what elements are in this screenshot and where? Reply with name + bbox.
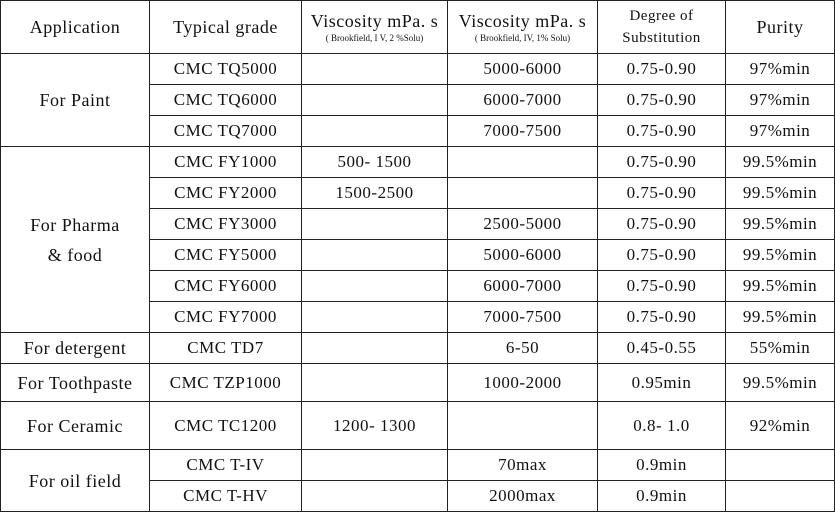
cell-grade: CMC TQ6000 xyxy=(150,85,302,116)
cell-grade: CMC TC1200 xyxy=(150,402,302,450)
group-paint: For Paint xyxy=(1,54,150,147)
header-viscosity-1pct: Viscosity mPa. s ( Brookfield, IV, 1% Solu) xyxy=(448,1,598,54)
cell-ds: 0.75-0.90 xyxy=(598,209,726,240)
cell-visc1 xyxy=(302,54,448,85)
cell-grade: CMC FY7000 xyxy=(150,302,302,333)
cell-visc2: 2500-5000 xyxy=(448,209,598,240)
cell-ds: 0.9min xyxy=(598,481,726,512)
cell-grade: CMC T-HV xyxy=(150,481,302,512)
group-detergent: For detergent xyxy=(1,333,150,364)
cell-purity: 99.5%min xyxy=(726,178,835,209)
cell-ds: 0.75-0.90 xyxy=(598,271,726,302)
cell-ds: 0.75-0.90 xyxy=(598,147,726,178)
cell-grade: CMC TD7 xyxy=(150,333,302,364)
cell-ds: 0.45-0.55 xyxy=(598,333,726,364)
table-row xyxy=(1,402,835,450)
cell-ds: 0.9min xyxy=(598,450,726,481)
cell-visc1: 1500-2500 xyxy=(302,178,448,209)
header-row xyxy=(1,1,835,54)
table-row xyxy=(1,364,835,402)
cell-visc1: 500- 1500 xyxy=(302,147,448,178)
cell-visc2: 2000max xyxy=(448,481,598,512)
cell-grade: CMC TQ7000 xyxy=(150,116,302,147)
cell-grade: CMC FY1000 xyxy=(150,147,302,178)
cell-purity: 99.5%min xyxy=(726,147,835,178)
cell-visc2: 7000-7500 xyxy=(448,116,598,147)
cell-visc1 xyxy=(302,240,448,271)
cell-visc2: 5000-6000 xyxy=(448,54,598,85)
cell-ds: 0.75-0.90 xyxy=(598,116,726,147)
group-ceramic: For Ceramic xyxy=(1,402,150,450)
header-grade: Typical grade xyxy=(150,1,302,54)
table-row xyxy=(1,333,835,364)
cell-visc2: 6000-7000 xyxy=(448,85,598,116)
cell-purity: 97%min xyxy=(726,85,835,116)
cell-visc1: 1200- 1300 xyxy=(302,402,448,450)
cell-visc1 xyxy=(302,85,448,116)
cell-grade: CMC TQ5000 xyxy=(150,54,302,85)
table-row xyxy=(1,147,835,178)
cell-visc1 xyxy=(302,271,448,302)
cell-grade: CMC FY2000 xyxy=(150,178,302,209)
cell-grade: CMC FY3000 xyxy=(150,209,302,240)
cell-visc1 xyxy=(302,481,448,512)
cell-purity: 99.5%min xyxy=(726,302,835,333)
cell-ds: 0.75-0.90 xyxy=(598,178,726,209)
cell-visc2: 1000-2000 xyxy=(448,364,598,402)
cell-purity: 92%min xyxy=(726,402,835,450)
cell-purity: 97%min xyxy=(726,54,835,85)
cell-visc2: 7000-7500 xyxy=(448,302,598,333)
cell-visc2 xyxy=(448,402,598,450)
cell-purity xyxy=(726,450,835,481)
group-oil-field: For oil field xyxy=(1,450,150,512)
cell-visc1 xyxy=(302,209,448,240)
cell-purity: 55%min xyxy=(726,333,835,364)
header-application: Application xyxy=(1,1,150,54)
table-row xyxy=(1,54,835,85)
cell-ds: 0.95min xyxy=(598,364,726,402)
cell-ds: 0.75-0.90 xyxy=(598,240,726,271)
group-toothpaste: For Toothpaste xyxy=(1,364,150,402)
cell-visc1 xyxy=(302,116,448,147)
cell-grade: CMC FY6000 xyxy=(150,271,302,302)
cell-purity: 99.5%min xyxy=(726,209,835,240)
cell-visc1 xyxy=(302,450,448,481)
cell-purity: 99.5%min xyxy=(726,271,835,302)
cell-visc2: 5000-6000 xyxy=(448,240,598,271)
cell-grade: CMC TZP1000 xyxy=(150,364,302,402)
cell-purity: 99.5%min xyxy=(726,364,835,402)
cell-visc2: 70max xyxy=(448,450,598,481)
cell-visc2 xyxy=(448,147,598,178)
cell-ds: 0.75-0.90 xyxy=(598,54,726,85)
cell-ds: 0.8- 1.0 xyxy=(598,402,726,450)
cell-purity: 99.5%min xyxy=(726,240,835,271)
table-row xyxy=(1,450,835,481)
cell-purity xyxy=(726,481,835,512)
header-purity: Purity xyxy=(726,1,835,54)
group-pharma-food: For Pharma & food xyxy=(1,147,150,333)
cell-visc2 xyxy=(448,178,598,209)
cell-visc2: 6-50 xyxy=(448,333,598,364)
cell-visc1 xyxy=(302,333,448,364)
cell-visc1 xyxy=(302,302,448,333)
cell-ds: 0.75-0.90 xyxy=(598,85,726,116)
cell-grade: CMC FY5000 xyxy=(150,240,302,271)
cell-visc1 xyxy=(302,364,448,402)
cell-ds: 0.75-0.90 xyxy=(598,302,726,333)
header-degree-of-substitution: Degree of Substitution xyxy=(598,1,726,54)
cell-grade: CMC T-IV xyxy=(150,450,302,481)
header-viscosity-2pct: Viscosity mPa. s ( Brookfield, I V, 2 %Solu) xyxy=(302,1,448,54)
cell-visc2: 6000-7000 xyxy=(448,271,598,302)
cell-purity: 97%min xyxy=(726,116,835,147)
